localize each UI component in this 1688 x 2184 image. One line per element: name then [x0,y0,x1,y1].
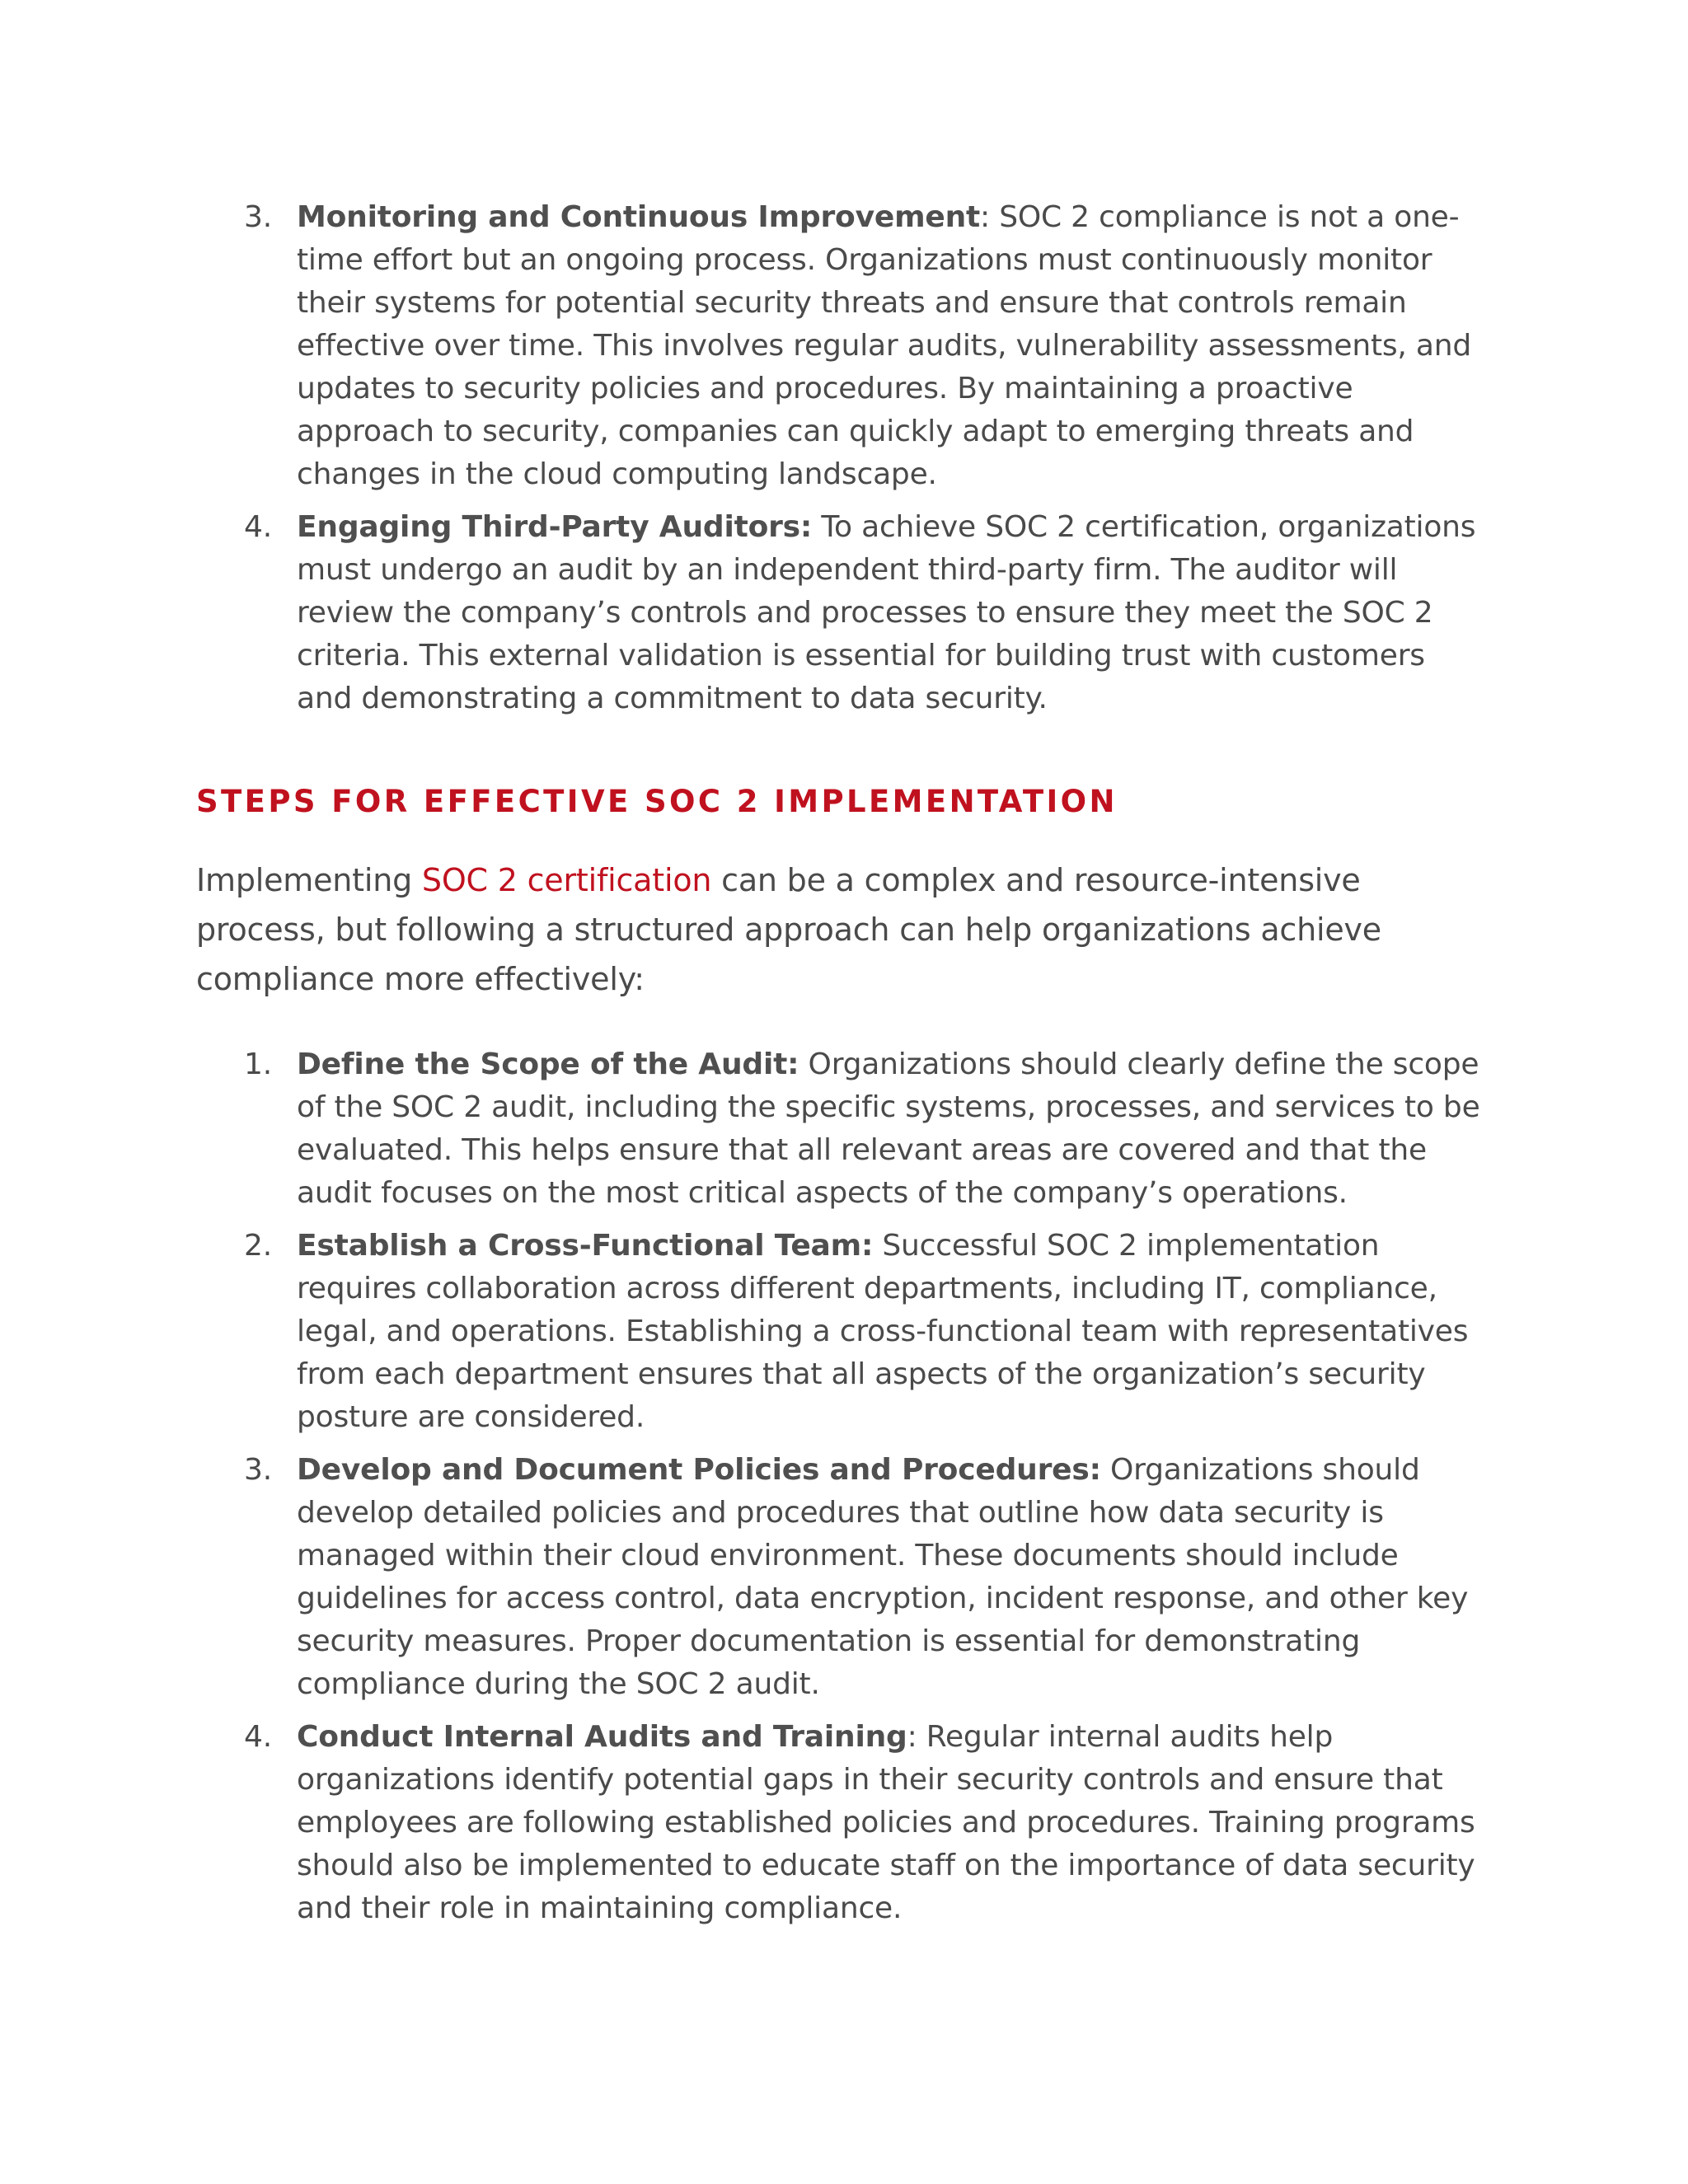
list-item-title: Engaging Third-Party Auditors: [297,510,813,544]
intro-text-after: can be a complex and resource-intensive process, but following a structured approach can help organizations achieve compliance more effectively: [196,862,1381,997]
list-item-text: Organizations should develop detailed policies and procedures that outline how data security is managed within their cloud environment. These documents should include guidelines for access control, data encryption, incident response, and other key security measures. Proper documentation is essential for demonstrating compliance during the SOC 2 audit. [297,1453,1469,1701]
list-item [196,1716,1482,1930]
list-item-number: 3. [244,200,272,234]
list-item-text: To achieve SOC 2 certification, organizations must undergo an audit by an independent third-party firm. The auditor will review the company’s controls and processes to ensure they meet the SOC 2 criteria. This external validation is essential for building trust with customers and demonstrating a commitment to data security. [297,510,1476,715]
list-item [196,1225,1482,1439]
section-heading: STEPS FOR EFFECTIVE SOC 2 IMPLEMENTATION [196,784,1118,819]
list-item [196,1449,1482,1706]
list-item-number: 4. [244,510,272,544]
intro-text-before: Implementing [196,862,422,898]
list-item-text: Successful SOC 2 implementation requires collaboration across different departments, including IT, compliance, legal, and operations. Establishing a cross-functional team with representatives from each department ensures that all aspects of the organization’s security posture are considered. [297,1229,1469,1434]
list-item [196,506,1482,720]
list-item-number: 2. [244,1229,272,1263]
list-item-title: Establish a Cross-Functional Team: [297,1229,874,1263]
list-item-title: Define the Scope of the Audit: [297,1047,799,1081]
list-item-number: 1. [244,1047,272,1081]
list-item-title: Monitoring and Continuous Improvement [297,200,981,234]
soc2-certification-link[interactable]: SOC 2 certification [421,862,712,898]
list-item-text: Organizations should clearly define the scope of the SOC 2 audit, including the specific systems, processes, and services to be evaluated. This helps ensure that all relevant areas are covered and that the audit focuses on the most critical aspects of the company’s operations. [297,1047,1480,1210]
list-item-text: : Regular internal audits help organizations identify potential gaps in their security controls and ensure that employees are following established policies and procedures. Training programs should also be implemented to educate staff on the importance of data security and their role in maintaining compliance. [297,1720,1475,1925]
implementation-steps-list [196,1043,1482,1940]
list-item [196,1043,1482,1215]
list-item-number: 4. [244,1720,272,1754]
list-item-text: : SOC 2 compliance is not a one-time effort but an ongoing process. Organizations must continuously monitor their systems for potential security threats and ensure that controls remain effective over time. This involves regular audits, vulnerability assessments, and updates to security policies and procedures. By maintaining a proactive approach to security, companies can quickly adapt to emerging threats and changes in the cloud computing landscape. [297,200,1472,491]
intro-paragraph [196,855,1416,1004]
list-item-title: Develop and Document Policies and Procedures: [297,1453,1101,1487]
list-item-number: 3. [244,1453,272,1487]
continued-numbered-list [196,196,1482,730]
list-item [196,196,1482,496]
list-item-title: Conduct Internal Audits and Training [297,1720,907,1754]
